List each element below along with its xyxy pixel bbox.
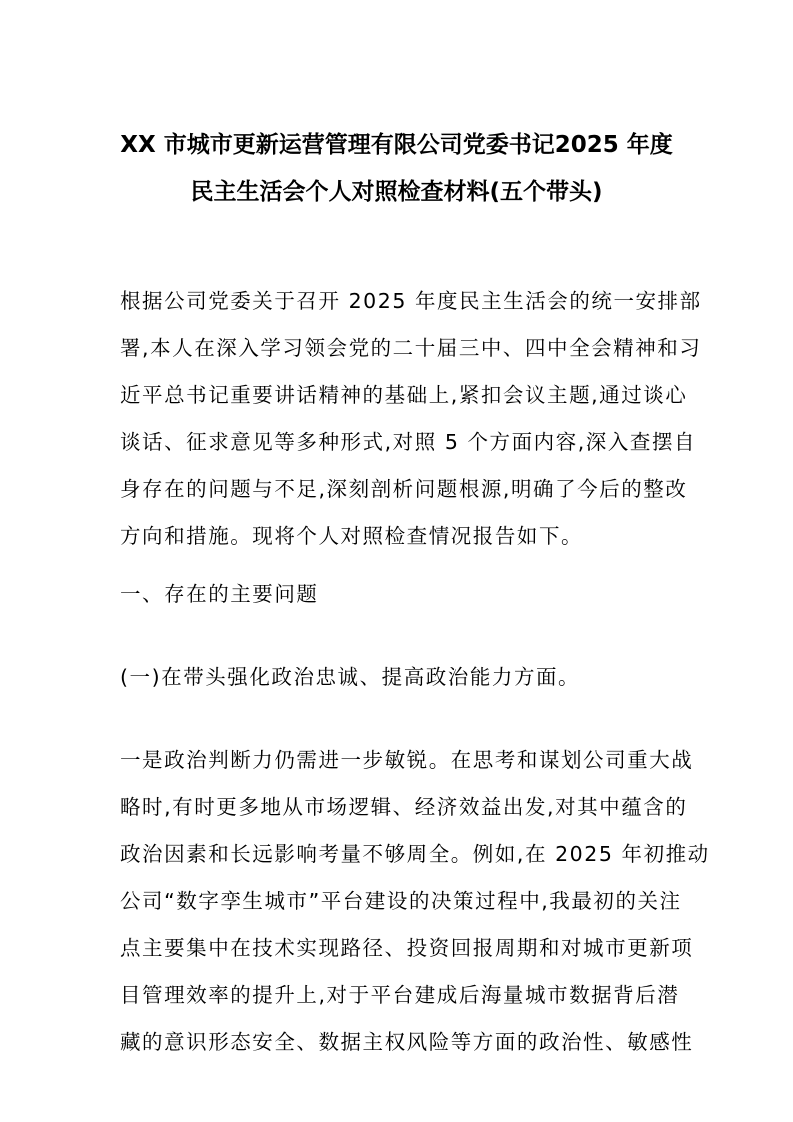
body-line-7: 藏的意识形态安全、数据主权风险等方面的政治性、敏感性 bbox=[120, 1030, 694, 1054]
body-line-2: 略时,有时更多地从市场逻辑、经济效益出发,对其中蕴含的 bbox=[120, 795, 688, 819]
document-title-line-2: 民主生活会个人对照检查材料(五个带头) bbox=[190, 179, 603, 205]
document-title-line-1: XX 市城市更新运营管理有限公司党委书记2025 年度 bbox=[120, 132, 673, 158]
section-heading: 一、存在的主要问题 bbox=[120, 582, 319, 606]
subsection-heading: (一)在带头强化政治忠诚、提高政治能力方面。 bbox=[120, 665, 581, 689]
body-line-4: 公司“数字孪生城市”平台建设的决策过程中,我最初的关注 bbox=[120, 889, 682, 913]
intro-line-3: 近平总书记重要讲话精神的基础上,紧扣会议主题,通过谈心 bbox=[120, 383, 688, 407]
intro-line-1: 根据公司党委关于召开 2025 年度民主生活会的统一安排部 bbox=[120, 289, 702, 313]
body-line-1: 一是政治判断力仍需进一步敏锐。在思考和谋划公司重大战 bbox=[120, 748, 694, 772]
intro-line-4: 谈话、征求意见等多种形式,对照 5 个方面内容,深入查摆自 bbox=[120, 430, 697, 454]
body-line-3: 政治因素和长远影响考量不够周全。例如,在 2025 年初推动 bbox=[120, 842, 710, 866]
intro-line-2: 署,本人在深入学习领会党的二十届三中、四中全会精神和习 bbox=[120, 336, 702, 360]
body-line-6: 目管理效率的提升上,对于平台建成后海量城市数据背后潜 bbox=[120, 983, 680, 1007]
body-line-5: 点主要集中在技术实现路径、投资回报周期和对城市更新项 bbox=[120, 936, 694, 960]
intro-line-6: 方向和措施。现将个人对照检查情况报告如下。 bbox=[120, 524, 584, 548]
intro-line-5: 身存在的问题与不足,深刻剖析问题根源,明确了今后的整改 bbox=[120, 477, 688, 501]
